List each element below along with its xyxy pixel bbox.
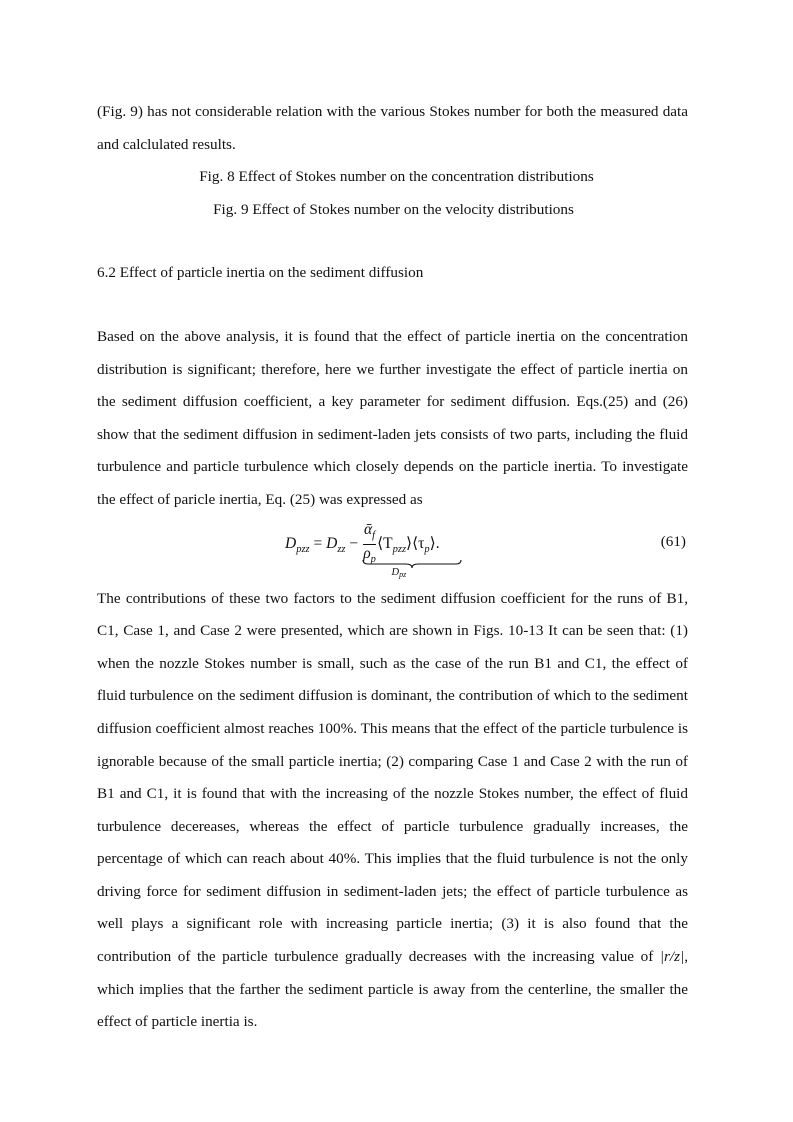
eq-period: . [435,534,440,552]
paragraph-continuation: (Fig. 9) has not considerable relation with the various Stokes number for both the measured data and calclulated results. [97,103,688,153]
eq-rhs-d: D [326,534,338,552]
paragraph-contributions-tail: , which implies that the farther the sediment particle is away from the centerline, the smaller the effect of particle inertia is. [97,948,688,1031]
paragraph-contributions-text: The contributions of these two factors to the sediment diffusion coefficient for the runs of B1, C1, Case 1, and Case 2 were presented, which are shown in Figs. 10-13 It can be seen that: (1) when the nozzle Stokes number is small, such as the case of the run B1 and C1, the effect of fluid turbulence on the sediment diffusion is dominant, the contribution of which to the sediment diffusion coefficient almost reaches 100%. This means that the effect of the particle turbulence is ignorable because of the small particle inertia; (2) comparing Case 1 and Case 2 with the run of B1 and C1, it is found that with the increasing of the nozzle Stokes number, the effect of fluid turbulence decereases, whereas the effect of particle turbulence gradually increases, the percentage of which can reach about 40%. This implies that the fluid turbulence is not the only driving force for sediment diffusion in sediment-laden jets; the effect of particle turbulence as well plays a significant role with increasing particle inertia; (3) it is also found that the contribution of the particle turbulence gradually decreases with the increasing value of [97,589,688,966]
eq-term-tau: $⟨\tau_p⟩$ [412,534,436,555]
eq-minus: − [349,534,359,552]
eq-term-t: $⟨T_{pzz}⟩$ [377,534,413,555]
paragraph-contributions [97,583,688,1039]
figure-8-caption: Fig. 8 Effect of Stokes number on the concentration distributions [199,168,594,186]
eq-lhs: D [285,534,297,552]
eq-underbrace-label: Dpz [391,566,407,579]
eq-lhs-sub: pzz [296,543,310,555]
document-page [97,96,688,1039]
equation-number: (61) [660,532,686,550]
inline-math-r-over-z: |r/z| [659,948,685,966]
paragraph-particle-inertia: Based on the above analysis, it is found that the effect of particle inertia on the concentration distribution is significant; therefore, here we further investigate the effect of particle inertia on the sediment diffusion coefficient, a key parameter for sediment diffusion. Eqs.(25) and (26) show that the sediment diffusion in sediment-laden jets consists of two parts, including the fluid turbulence and particle turbulence which closely depends on the particle inertia. To investigate the effect of paricle inertia, Eq. (25) was expressed as [97,327,688,508]
equation-body: $D_{pzz} = D_{zz}$ − $\frac{ᾱ_f}{\rho_p}$ $⟨T_{pzz}⟩⟨\tau_p⟩$ Dpz . [285,521,440,568]
figure-9-caption: Fig. 9 Effect of Stokes number on the velocity distributions [213,200,574,218]
section-heading: 6.2 Effect of particle inertia on the sediment diffusion [97,264,424,282]
eq-rhs-d-sub: zz [337,543,346,555]
eq-fraction-denominator: $\rho_p$ [363,544,376,565]
eq-underbrace-group [362,520,436,579]
eq-fraction-numerator: ᾱ$_f$ [363,521,376,545]
equation-61 [97,520,688,579]
